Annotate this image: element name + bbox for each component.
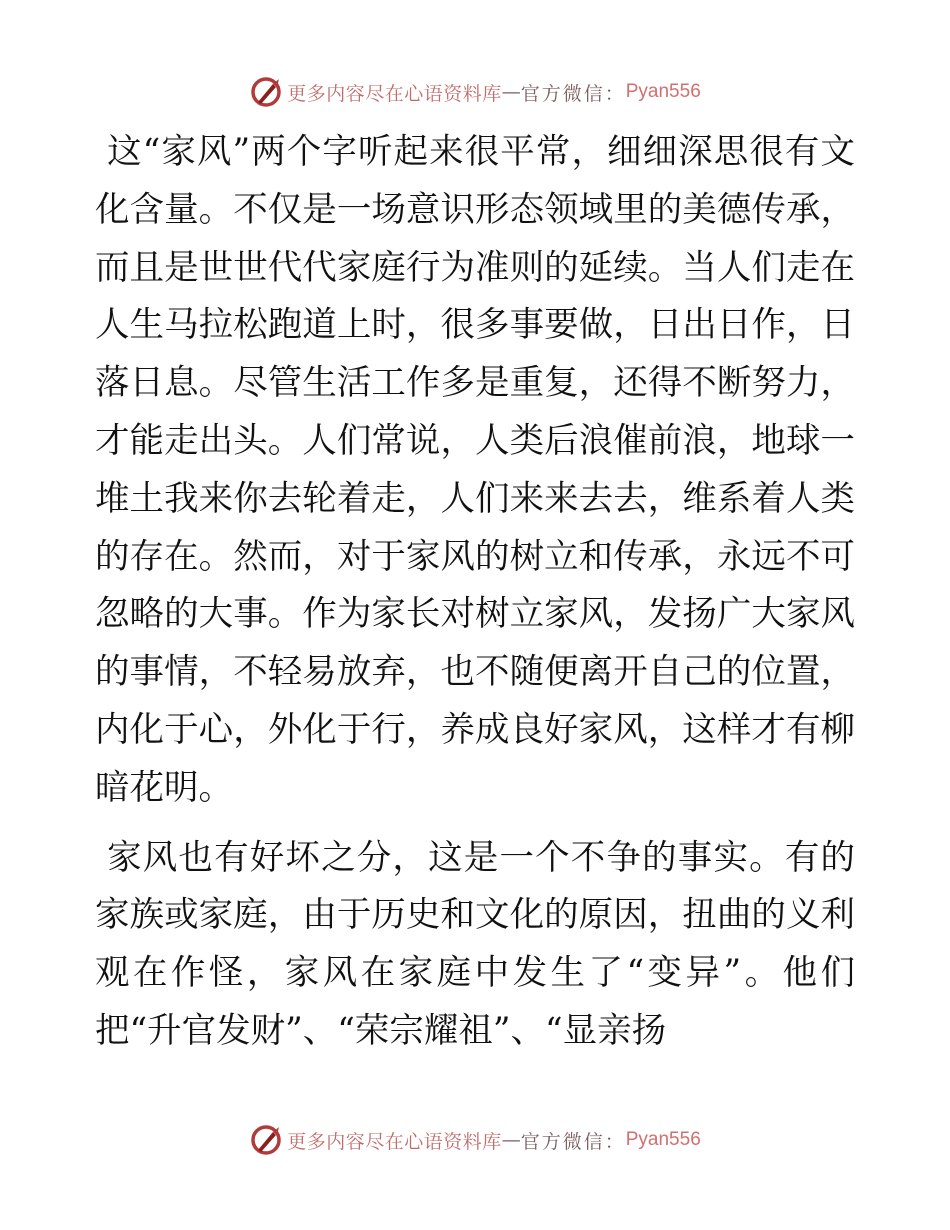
watermark-wechat-id: Pyan556 xyxy=(625,81,701,102)
header-watermark xyxy=(0,72,950,112)
watermark-separator: — xyxy=(501,1129,521,1151)
watermark-wechat-label: 官方微信： xyxy=(520,1130,626,1153)
watermark-wechat-label: 官方微信： xyxy=(520,82,626,105)
quill-pen-icon xyxy=(249,75,283,109)
paragraph-1: 这“家风”两个字听起来很平常，细细深思很有文化含量。不仅是一场意识形态领域里的美德传承，而且是世世代代家庭行为准则的延续。当人们走在人生马拉松跑道上时，很多事要做，日出日作，日落日息。尽管生活工作多是重复，还得不断努力，才能走出头。人们常说，人类后浪催前浪，地球一堆土我来你去轮着走，人们来来去去，维系着人类的存在。然而，对于家风的树立和传承，永远不可忽略的大事。作为家长对树立家风，发扬广大家风的事情，不轻易放弃，也不随便离开自己的位置，内化于心，外化于行，养成良好家风，这样才有柳暗花明。 xyxy=(95,132,855,808)
watermark-text: 更多内容尽在心语资料库 xyxy=(287,1130,502,1153)
paragraph-2: 家风也有好坏之分，这是一个不争的事实。有的家族或家庭，由于历史和文化的原因，扭曲的义利观在作怪，家风在家庭中发生了“变异”。他们把“升官发财”、“荣宗耀祖”、“显亲扬 xyxy=(95,837,855,1051)
watermark-separator: — xyxy=(501,81,521,103)
footer-watermark xyxy=(0,1120,950,1160)
quill-pen-icon xyxy=(249,1123,283,1157)
watermark-text: 更多内容尽在心语资料库 xyxy=(287,82,502,105)
watermark-wechat-id: Pyan556 xyxy=(625,1129,701,1150)
document-body xyxy=(95,124,855,1073)
